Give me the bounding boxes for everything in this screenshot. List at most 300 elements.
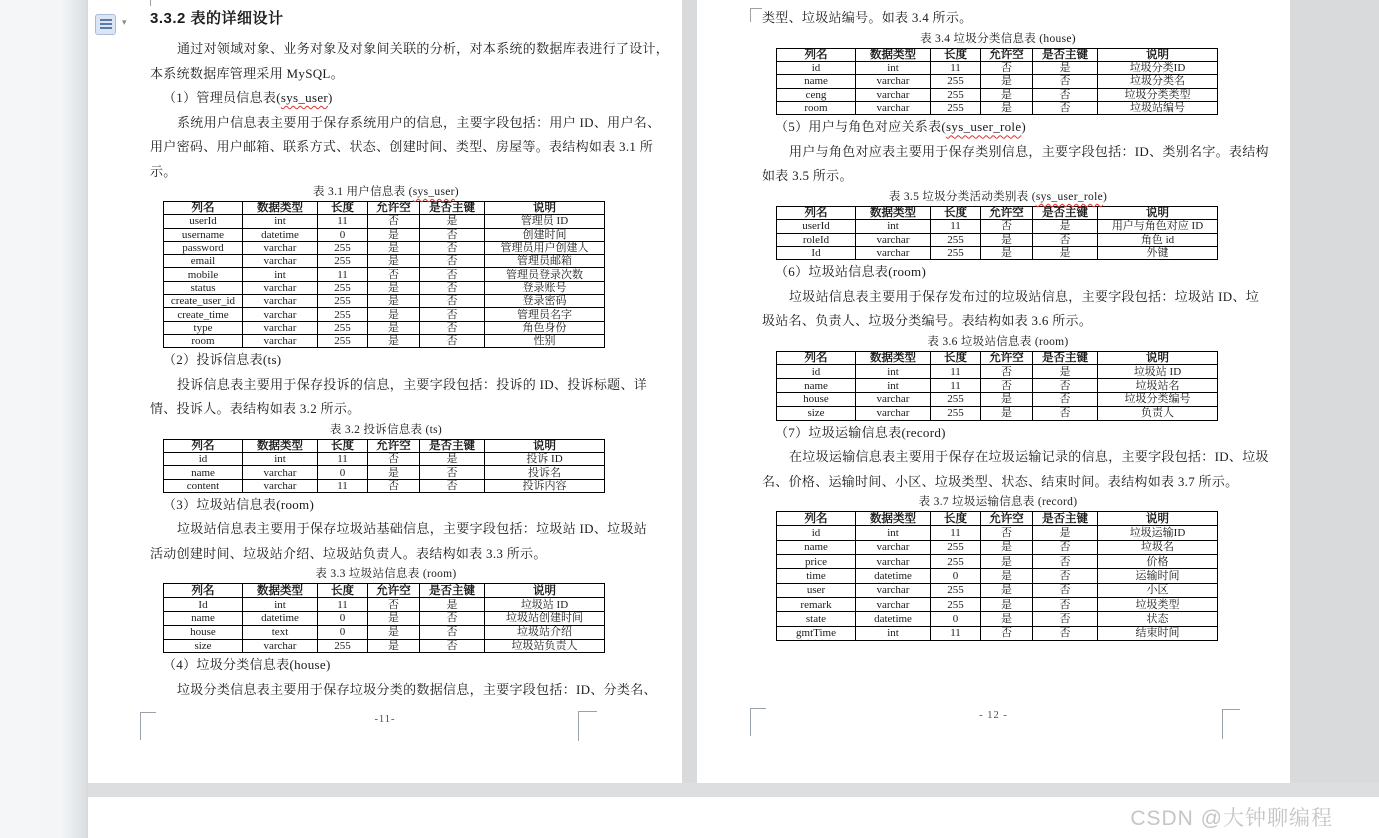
cell-text: 否 — [1059, 75, 1071, 88]
cell-text: create_time — [177, 308, 229, 321]
misspelled-text: varchar — [876, 598, 910, 611]
cell-text: 是 — [1001, 612, 1012, 625]
cell-text: 否 — [1059, 407, 1071, 420]
column-header: 说明 — [485, 439, 605, 452]
table-cell — [1098, 233, 1218, 246]
table-cell — [243, 295, 318, 308]
table-cell — [368, 281, 420, 294]
text-run: 名、价格、运输时间、小区、垃圾类型、状态、结束时间。表结构如表 3.7 所示。 — [762, 473, 1239, 489]
misspelled-text: varchar — [876, 407, 910, 420]
cell-text: 是 — [1001, 246, 1012, 259]
table-cell — [420, 241, 485, 254]
table-cell — [1098, 393, 1218, 407]
cell-text: 是 — [388, 321, 399, 334]
paragraph-line — [150, 62, 622, 87]
table-cell — [1033, 246, 1098, 259]
table-row — [164, 334, 605, 347]
cell-text: 255 — [947, 393, 964, 406]
table-cell — [243, 215, 318, 228]
misspelled-text: sys_user — [280, 90, 329, 105]
table-row — [777, 233, 1218, 246]
document-page-11[interactable] — [88, 0, 682, 783]
cell-text: 否 — [388, 479, 399, 492]
table-cell — [856, 569, 931, 583]
table-row — [164, 255, 605, 268]
table-row — [777, 526, 1218, 540]
misspelled-text: varchar — [263, 479, 297, 492]
cell-text: 11 — [950, 527, 961, 540]
paragraph-line — [150, 111, 661, 136]
table-cell — [485, 215, 605, 228]
table-cell — [368, 295, 420, 308]
text-run: （5）用户与角色对应关系表( — [775, 119, 947, 135]
cell-text: 是 — [446, 598, 458, 611]
table-cell — [485, 479, 605, 492]
table-row — [164, 598, 605, 612]
cell-text: 是 — [1001, 569, 1012, 582]
table-cell — [485, 453, 605, 466]
page-number: - 12 - — [979, 710, 1008, 721]
table-cell — [1033, 379, 1098, 393]
table-cell — [931, 597, 981, 611]
table-row — [777, 583, 1218, 597]
table-cell — [318, 334, 368, 347]
table-cell — [981, 612, 1033, 626]
cell-text: 垃圾站编号 — [1130, 102, 1185, 115]
page-number: -11- — [374, 714, 396, 725]
cell-text: 投诉 ID — [526, 453, 563, 466]
column-header: 允许空 — [981, 512, 1033, 526]
cell-text: 0 — [952, 612, 959, 625]
table-cell — [420, 612, 485, 626]
table-cell — [856, 526, 931, 540]
text-run: （2）投诉信息表(ts) — [163, 352, 282, 368]
table-cell — [368, 268, 420, 281]
misspelled-text: varchar — [876, 102, 910, 115]
cell-text: 角色身份 — [522, 321, 567, 334]
column-header: 允许空 — [981, 48, 1033, 61]
cell-text: 是 — [388, 281, 399, 294]
table-row — [164, 625, 605, 639]
paragraph-line — [150, 397, 622, 422]
table-cell — [777, 393, 856, 407]
table-cell — [777, 597, 856, 611]
table-cell — [1098, 102, 1218, 115]
table-row — [777, 597, 1218, 611]
table-cell — [981, 379, 1033, 393]
table-cell — [1098, 597, 1218, 611]
column-header: 列名 — [777, 351, 856, 365]
cell-text: 是 — [1001, 541, 1012, 554]
table-cell — [318, 453, 368, 466]
misspelled-text: varchar — [263, 255, 297, 268]
cell-text: 登录账号 — [522, 281, 567, 294]
cell-text: id — [811, 62, 821, 75]
table-cell — [856, 220, 931, 233]
cell-text: 管理员用户创建人 — [500, 242, 589, 255]
table-row — [777, 88, 1218, 101]
cell-text: 状态 — [1146, 612, 1169, 625]
column-header: 数据类型 — [856, 512, 931, 526]
cell-text: 价格 — [1146, 555, 1169, 568]
table-cell — [368, 466, 420, 479]
paragraph-line — [762, 285, 1260, 310]
cell-text: create_user_id — [170, 295, 236, 308]
cell-text: 垃圾分类名 — [1130, 75, 1185, 88]
table-caption-3-5 — [762, 189, 1234, 205]
text-run: （1）管理员信息表( — [163, 90, 281, 105]
table-cell — [856, 393, 931, 407]
column-header: 数据类型 — [856, 206, 931, 219]
table-cell — [856, 75, 931, 88]
cell-text: state — [805, 612, 827, 625]
cell-text: content — [186, 479, 220, 492]
text-run: 示。 — [150, 163, 177, 179]
table-cell — [485, 281, 605, 294]
cell-text: 否 — [1059, 569, 1071, 582]
document-format-icon[interactable] — [95, 14, 116, 35]
table-cell — [856, 102, 931, 115]
table-cell — [931, 612, 981, 626]
table-row — [777, 220, 1218, 233]
cell-text: 是 — [388, 242, 399, 255]
table-cell — [318, 308, 368, 321]
cell-text: 否 — [446, 228, 458, 241]
table-cell — [318, 466, 368, 479]
column-header: 数据类型 — [243, 202, 318, 215]
text-run: 在垃圾运输信息表主要用于保存在垃圾运输记录的信息，主要字段包括：ID、垃圾 — [789, 449, 1269, 465]
table-cell — [420, 466, 485, 479]
table-caption-3-1 — [150, 184, 622, 200]
table-3-3 — [163, 583, 605, 653]
table-header-row — [164, 439, 605, 452]
cell-text: 登录密码 — [522, 295, 567, 308]
table-cell — [243, 453, 318, 466]
table-cell — [856, 626, 931, 640]
list-item — [150, 493, 622, 518]
column-header: 是否主键 — [420, 439, 485, 452]
cell-text: 否 — [388, 453, 399, 466]
table-row — [164, 268, 605, 281]
table-row — [164, 453, 605, 466]
misspelled-text: ceng — [805, 88, 827, 101]
table-cell — [420, 268, 485, 281]
table-cell — [1033, 555, 1098, 569]
text-run: 通过对领域对象、业务对象及对象间关联的分析，对本系统的数据库表进行了设计， — [177, 41, 670, 56]
cell-text: 11 — [337, 215, 348, 228]
cell-text: 垃圾运输ID — [1129, 527, 1186, 540]
table-cell — [1033, 220, 1098, 233]
column-header: 长度 — [318, 202, 368, 215]
table-row — [777, 246, 1218, 259]
table-cell — [981, 393, 1033, 407]
cell-text: 255 — [334, 308, 351, 321]
cell-text: 0 — [339, 626, 346, 639]
cell-text: 性别 — [533, 335, 556, 348]
column-header: 列名 — [164, 439, 243, 452]
cell-text: 11 — [950, 379, 961, 392]
table-cell — [1098, 61, 1218, 74]
text-run: record — [1042, 496, 1074, 509]
table-cell — [420, 308, 485, 321]
table-cell — [164, 295, 243, 308]
cell-text: 否 — [1059, 88, 1071, 101]
table-cell — [368, 625, 420, 639]
table-cell — [777, 569, 856, 583]
cell-text: username — [181, 228, 225, 241]
table-row — [777, 379, 1218, 393]
table-cell — [1033, 61, 1098, 74]
cell-text: 否 — [1059, 627, 1071, 640]
cell-text: house — [803, 393, 829, 406]
cell-text: int — [887, 365, 899, 378]
misspelled-text: varchar — [263, 295, 297, 308]
cell-text: name — [804, 541, 828, 554]
table-cell — [318, 255, 368, 268]
table-cell — [164, 598, 243, 612]
table-header-row — [777, 351, 1218, 365]
table-cell — [420, 639, 485, 653]
cell-text: 否 — [1001, 220, 1012, 233]
cell-text: 否 — [1059, 379, 1071, 392]
list-item — [762, 115, 1234, 140]
cell-text: 否 — [1001, 379, 1012, 392]
table-cell — [931, 220, 981, 233]
cell-text: 是 — [1059, 365, 1071, 378]
cell-text: 是 — [388, 255, 399, 268]
text-run: ) — [1073, 496, 1078, 509]
table-cell — [318, 598, 368, 612]
column-header: 说明 — [1098, 48, 1218, 61]
paragraph-line — [762, 470, 1239, 495]
table-cell — [1098, 612, 1218, 626]
column-header: 长度 — [931, 512, 981, 526]
document-page-12[interactable] — [697, 0, 1290, 783]
cell-text: 是 — [1001, 555, 1012, 568]
column-header: 列名 — [777, 48, 856, 61]
table-3-2 — [163, 439, 605, 493]
cell-text: 0 — [339, 612, 346, 625]
table-row — [164, 241, 605, 254]
paragraph-line — [762, 6, 1234, 31]
text-run: （4）垃圾分类信息表(house) — [163, 657, 331, 673]
cell-text: user — [806, 584, 826, 597]
table-cell — [164, 228, 243, 241]
misspelled-text: gmtTime — [796, 627, 836, 640]
column-header: 长度 — [931, 206, 981, 219]
text-run: ) — [328, 90, 333, 105]
text-run: 投诉信息表主要用于保存投诉的信息，主要字段包括：投诉的 ID、投诉标题、详 — [177, 376, 648, 392]
table-cell — [1033, 583, 1098, 597]
table-cell — [243, 255, 318, 268]
cell-text: name — [804, 379, 828, 392]
paragraph-line — [150, 373, 648, 398]
column-header: 列名 — [777, 512, 856, 526]
misspelled-text: varchar — [876, 541, 910, 554]
cell-text: 11 — [337, 598, 348, 611]
list-item — [150, 86, 622, 111]
cell-text: 垃圾名 — [1141, 541, 1174, 554]
cell-text: 否 — [1001, 365, 1012, 378]
table-caption-3-3 — [150, 566, 622, 582]
table-cell — [318, 241, 368, 254]
table-row — [164, 612, 605, 626]
table-cell — [1033, 365, 1098, 379]
column-header: 说明 — [485, 202, 605, 215]
table-cell — [164, 241, 243, 254]
cell-text: 是 — [388, 228, 399, 241]
text-run: 表 3.2 投诉信息表 (ts) — [329, 423, 443, 436]
cell-text: 否 — [446, 466, 458, 479]
cell-text: 是 — [388, 295, 399, 308]
table-cell — [1098, 555, 1218, 569]
misspelled-text: varchar — [876, 393, 910, 406]
cell-text: 255 — [334, 335, 351, 348]
page-gap — [682, 0, 697, 783]
cell-text: 是 — [388, 466, 399, 479]
table-cell — [856, 365, 931, 379]
table-cell — [1098, 406, 1218, 420]
cell-text: 否 — [1001, 527, 1012, 540]
text-run: 表 3.3 垃圾站信息表 (room) — [315, 568, 457, 581]
cell-text: email — [190, 255, 216, 268]
table-cell — [1098, 569, 1218, 583]
table-caption-3-7 — [762, 494, 1234, 510]
table-cell — [485, 295, 605, 308]
cell-text: 否 — [1001, 62, 1012, 75]
cell-text: 255 — [334, 640, 351, 653]
table-cell — [243, 308, 318, 321]
misspelled-text: sys_user — [412, 186, 455, 198]
table-caption-3-2 — [150, 422, 622, 438]
cell-text: 11 — [337, 453, 348, 466]
table-cell — [485, 228, 605, 241]
table-cell — [318, 625, 368, 639]
text-run: 表 3.4 垃圾分类信息表 ( — [920, 32, 1044, 45]
table-cell — [856, 88, 931, 101]
cell-text: room — [191, 335, 215, 348]
cell-text: 管理员名字 — [517, 308, 572, 321]
cell-text: type — [193, 321, 213, 334]
table-cell — [856, 233, 931, 246]
table-cell — [981, 526, 1033, 540]
paragraph-line — [762, 445, 1269, 470]
cell-text: 否 — [446, 626, 458, 639]
text-run: house — [1043, 32, 1072, 45]
cell-text: 255 — [947, 541, 964, 554]
table-header-row — [164, 584, 605, 598]
cell-text: 否 — [446, 268, 458, 281]
column-header: 列名 — [164, 584, 243, 598]
text-run: 3.3.2 表的详细设计 — [150, 10, 284, 27]
table-cell — [856, 406, 931, 420]
cell-text: 是 — [388, 612, 399, 625]
misspelled-text: varchar — [263, 308, 297, 321]
text-run: 活动创建时间、垃圾站介绍、垃圾站负责人。表结构如表 3.3 所示。 — [150, 545, 547, 561]
paragraph-line — [150, 160, 622, 185]
table-cell — [420, 281, 485, 294]
table-cell — [243, 228, 318, 241]
table-header-row — [777, 206, 1218, 219]
cell-text: 11 — [950, 627, 961, 640]
dropdown-arrow-icon[interactable]: ▾ — [122, 17, 127, 27]
table-cell — [1098, 379, 1218, 393]
table-cell — [981, 75, 1033, 88]
cell-text: 否 — [446, 335, 458, 348]
misspelled-text: varchar — [263, 466, 297, 479]
right-gutter — [1290, 0, 1379, 797]
table-cell — [368, 479, 420, 492]
table-cell — [368, 334, 420, 347]
cell-text: 255 — [947, 102, 964, 115]
table-cell — [856, 61, 931, 74]
table-row — [777, 406, 1218, 420]
misspelled-text: varchar — [876, 555, 910, 568]
table-cell — [420, 295, 485, 308]
table-cell — [318, 228, 368, 241]
table-cell — [243, 241, 318, 254]
table-cell — [243, 321, 318, 334]
table-cell — [1033, 540, 1098, 554]
cell-text: 255 — [334, 242, 351, 255]
text-run: 垃圾站信息表主要用于保存垃圾站基础信息，主要字段包括：垃圾站 ID、垃圾站 — [177, 521, 648, 537]
cell-text: 否 — [388, 268, 399, 281]
cell-text: id — [811, 527, 821, 540]
table-cell — [243, 625, 318, 639]
table-cell — [420, 453, 485, 466]
table-cell — [777, 406, 856, 420]
column-header: 长度 — [318, 584, 368, 598]
cell-text: 11 — [950, 62, 961, 75]
text-run: ) — [1102, 190, 1108, 203]
table-cell — [164, 321, 243, 334]
list-item — [762, 260, 1234, 285]
page-12-content — [762, 6, 1269, 641]
table-cell — [1098, 526, 1218, 540]
table-cell — [981, 61, 1033, 74]
table-row — [777, 102, 1218, 115]
cell-text: int — [887, 220, 899, 233]
table-cell — [1098, 583, 1218, 597]
table-cell — [1033, 233, 1098, 246]
table-3-1 — [163, 201, 605, 348]
paragraph-line — [762, 164, 1234, 189]
cell-text: 是 — [1059, 246, 1071, 259]
table-caption-3-6 — [762, 334, 1234, 350]
table-cell — [485, 625, 605, 639]
cell-text: 管理员邮箱 — [517, 255, 572, 268]
cell-text: 0 — [339, 228, 346, 241]
table-cell — [856, 612, 931, 626]
left-gutter — [0, 0, 88, 838]
table-cell — [164, 255, 243, 268]
table-cell — [931, 61, 981, 74]
table-cell — [981, 88, 1033, 101]
misspelled-text: datetime — [261, 228, 299, 241]
table-cell — [1033, 406, 1098, 420]
cell-text: id — [811, 365, 821, 378]
cell-text: 0 — [952, 569, 959, 582]
table-cell — [243, 466, 318, 479]
cell-text: 否 — [1059, 393, 1071, 406]
cell-text: 否 — [446, 612, 458, 625]
table-cell — [164, 453, 243, 466]
table-cell — [1033, 569, 1098, 583]
misspelled-text: sys_user_role — [1035, 190, 1103, 203]
cell-text: int — [274, 215, 286, 228]
text-run: 情、投诉人。表结构如表 3.2 所示。 — [150, 401, 361, 417]
page-11-content — [150, 6, 670, 702]
